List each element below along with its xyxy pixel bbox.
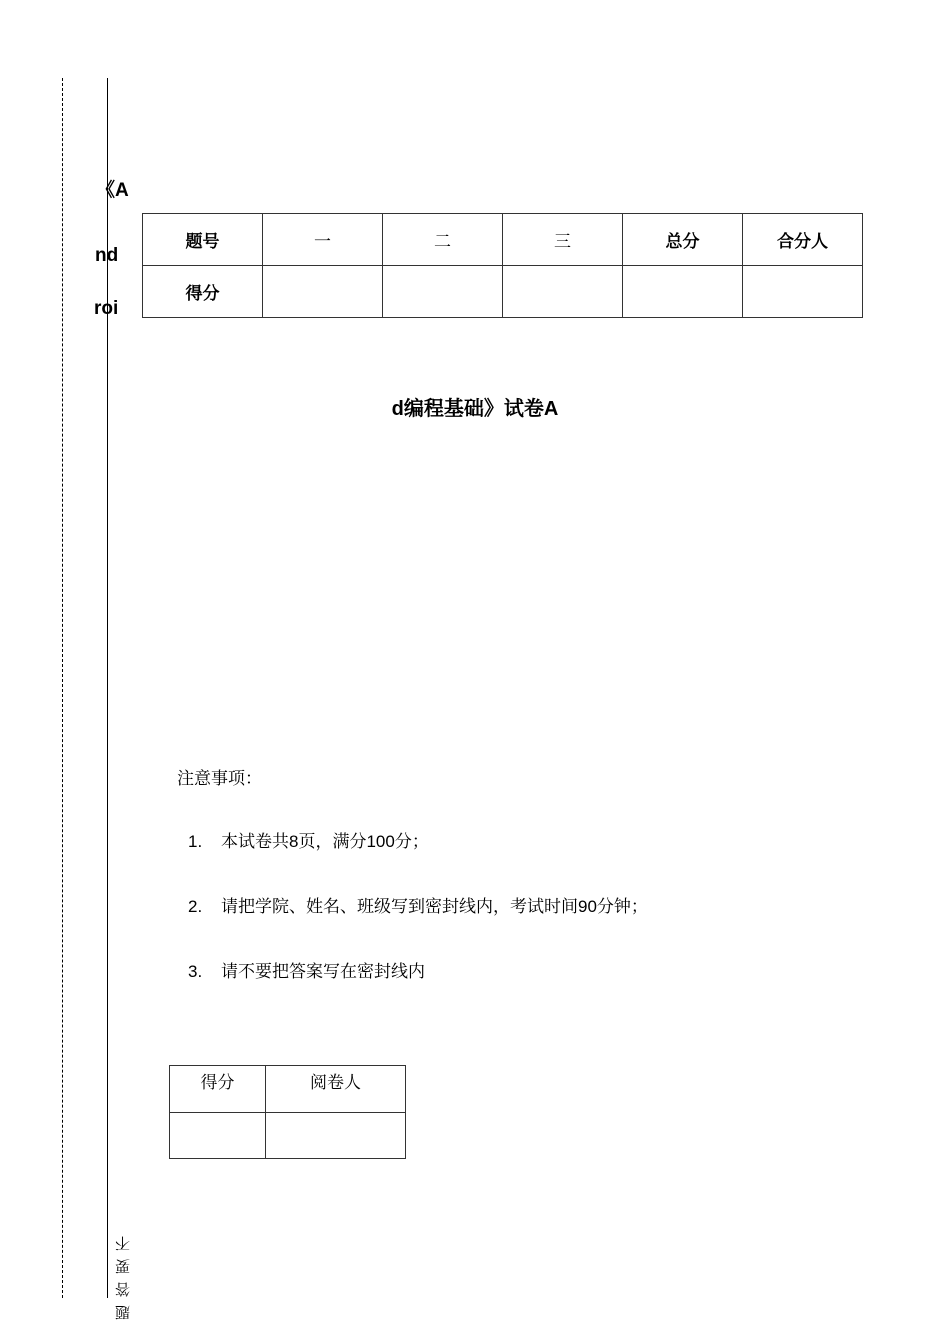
notice-item-number: 1. (188, 832, 203, 851)
header-cell-scorer: 合分人 (743, 214, 863, 266)
seal-warning-text: 题答要不 (114, 1228, 132, 1320)
score-table-score-row (143, 266, 863, 318)
notice-item-number: 3. (188, 962, 203, 981)
notice-item-text: 请不要把答案写在密封线内 (221, 962, 425, 981)
header-cell-question-no: 题号 (143, 214, 263, 266)
grader-header-score: 得分 (170, 1066, 266, 1113)
score-cell[interactable] (743, 266, 863, 318)
notice-heading: 注意事项： (177, 769, 262, 789)
exam-title: d编程基础》试卷A (391, 398, 559, 420)
grader-header-reviewer: 阅卷人 (266, 1066, 406, 1113)
score-cell[interactable] (623, 266, 743, 318)
notice-item (188, 892, 648, 917)
seal-dashed-line (62, 78, 63, 1298)
side-title-fragment: roi (94, 298, 119, 319)
header-cell-part-3: 三 (503, 214, 623, 266)
score-table-header-row (143, 214, 863, 266)
grader-table-value-row (170, 1113, 406, 1159)
grader-table (169, 1065, 406, 1159)
header-cell-total: 总分 (623, 214, 743, 266)
header-cell-part-1: 一 (263, 214, 383, 266)
grader-reviewer-cell[interactable] (266, 1113, 406, 1159)
row-label-score: 得分 (143, 266, 263, 318)
grader-table-header-row (170, 1066, 406, 1113)
side-title-fragment: nd (95, 245, 119, 266)
header-cell-part-2: 二 (383, 214, 503, 266)
notice-item-text: 本试卷共8页，满分100分； (221, 832, 429, 851)
score-table (142, 213, 863, 318)
score-cell[interactable] (503, 266, 623, 318)
notice-item (188, 827, 429, 852)
notice-item-number: 2. (188, 897, 203, 916)
notice-item-text: 请把学院、姓名、班级写到密封线内，考试时间90分钟； (221, 897, 648, 916)
side-title-fragment: 《A (96, 180, 129, 201)
score-cell[interactable] (263, 266, 383, 318)
notice-item (188, 957, 425, 982)
grader-score-cell[interactable] (170, 1113, 266, 1159)
score-cell[interactable] (383, 266, 503, 318)
